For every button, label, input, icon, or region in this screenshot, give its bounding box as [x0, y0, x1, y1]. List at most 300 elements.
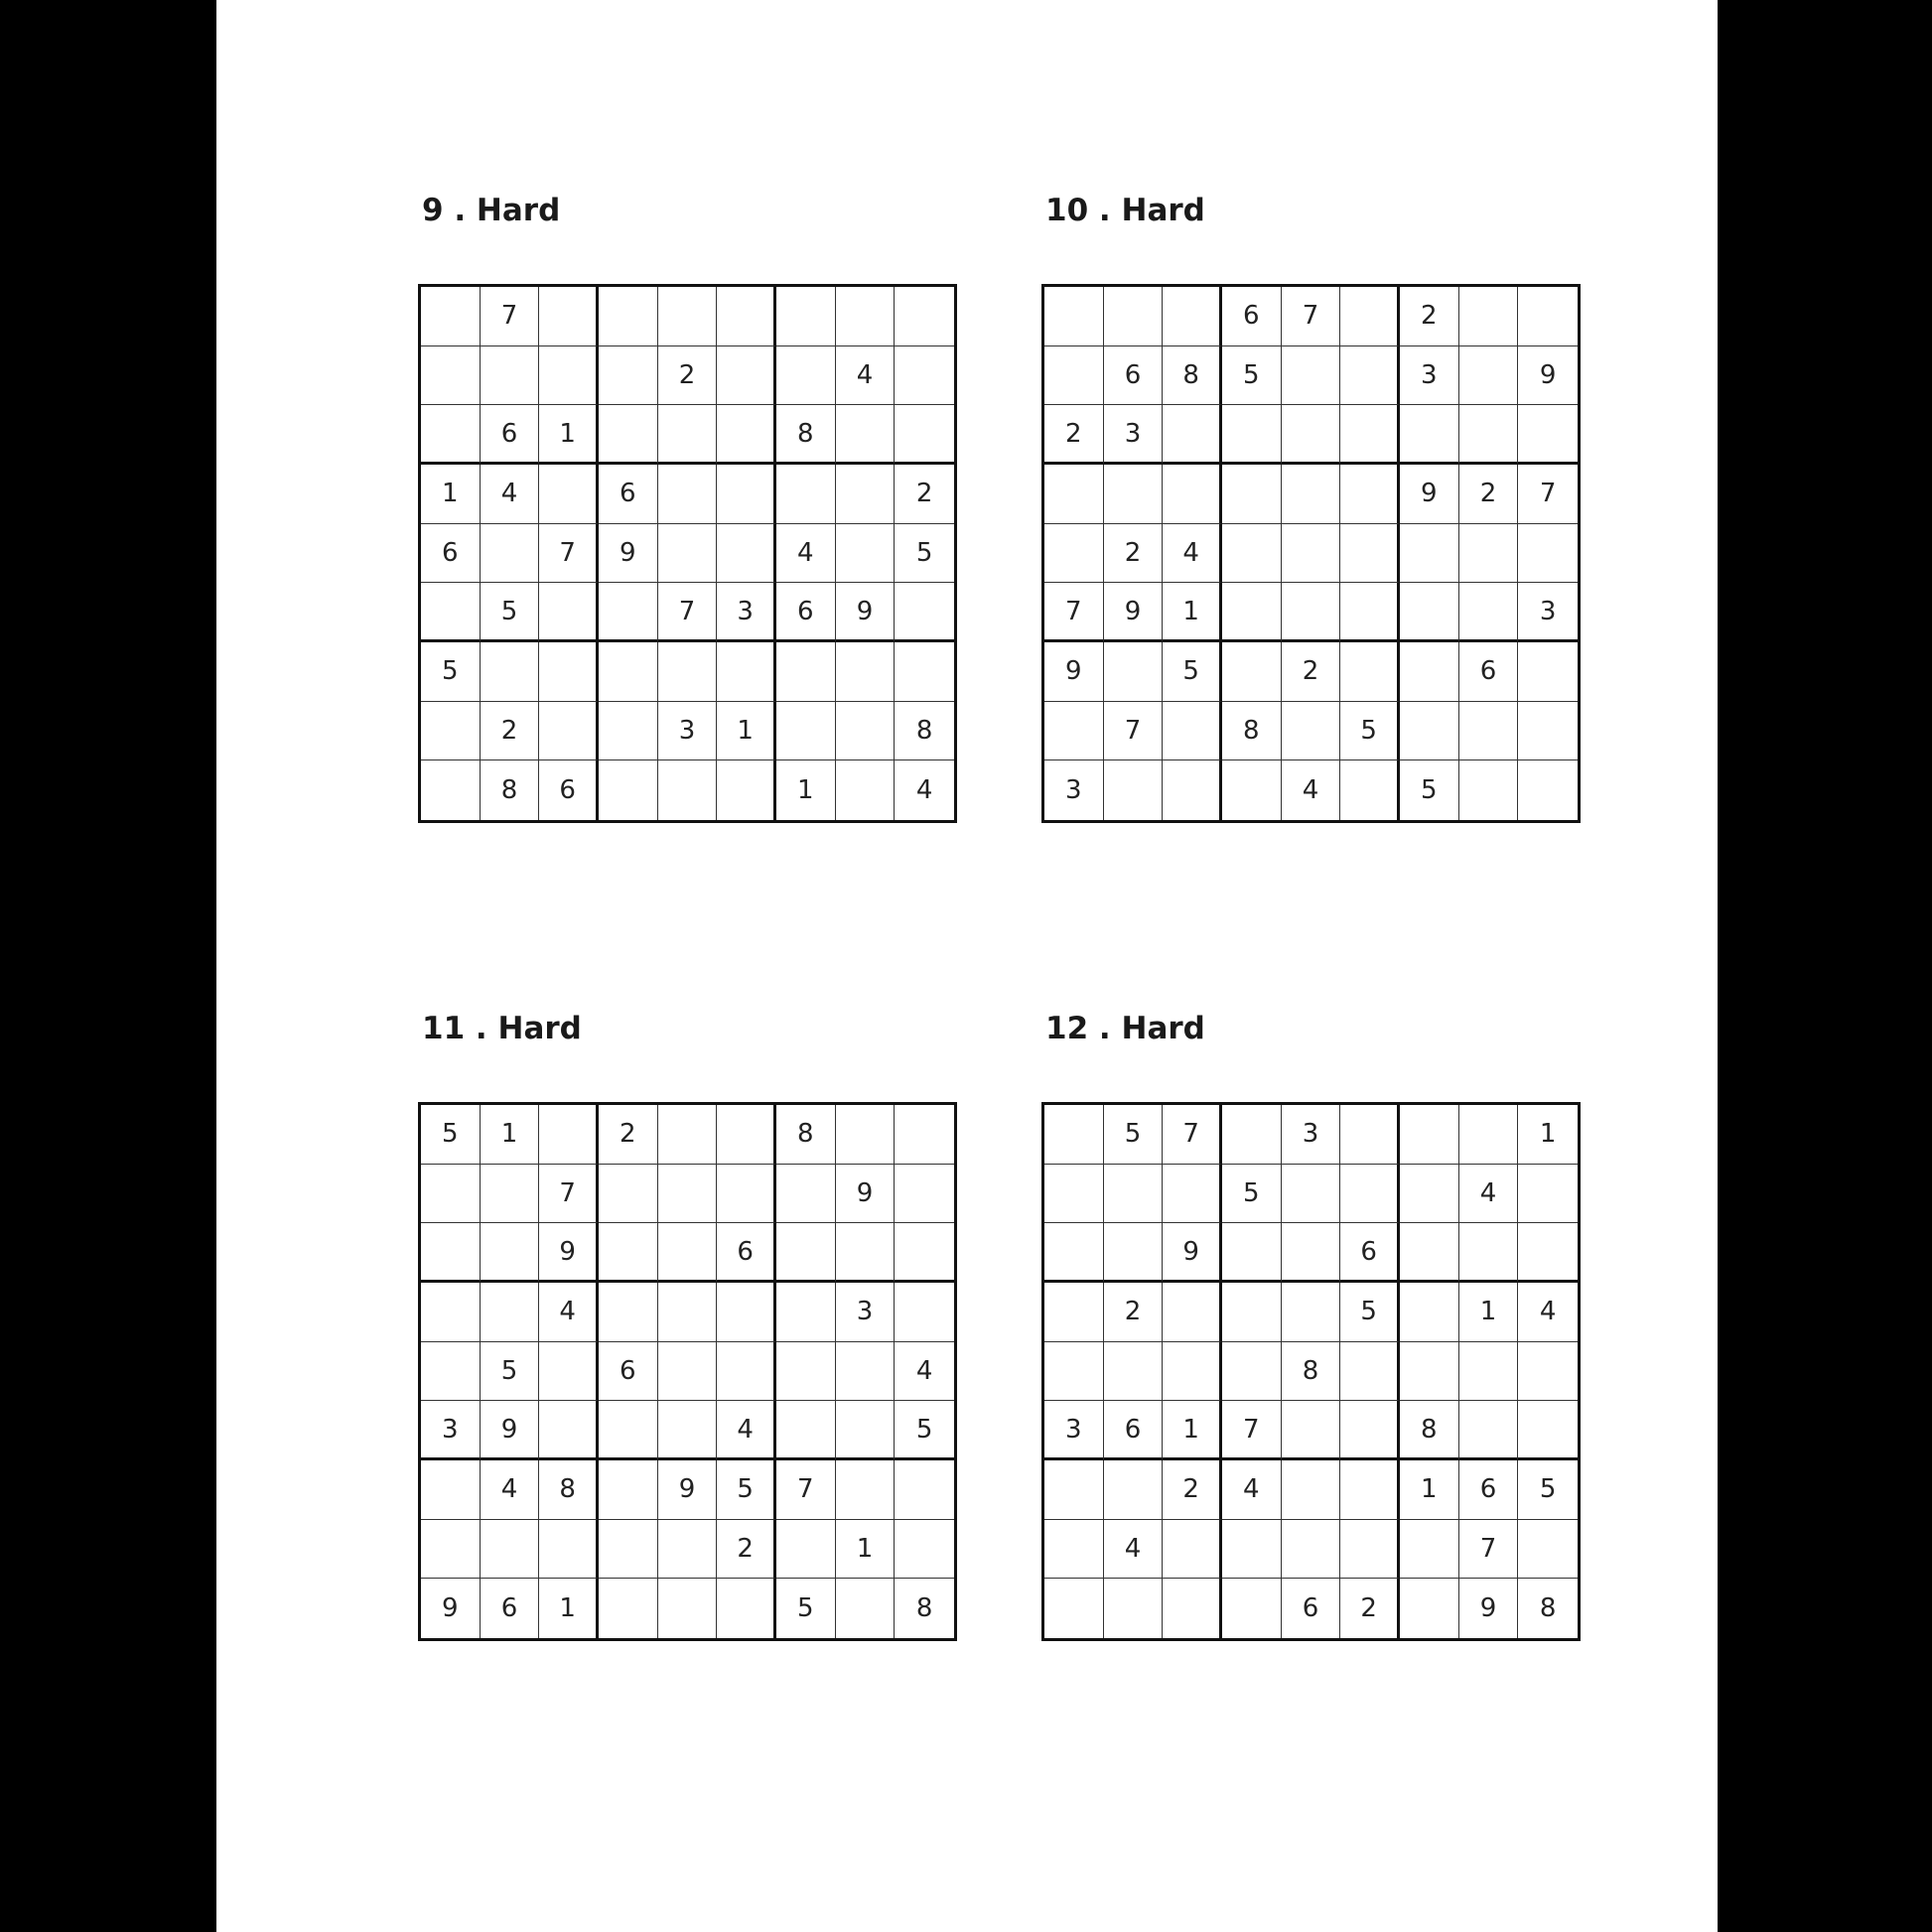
- sudoku-cell: [1282, 1283, 1341, 1342]
- sudoku-cell: 5: [1340, 1283, 1400, 1342]
- sudoku-cell: 2: [1104, 524, 1164, 584]
- sudoku-cell: [658, 1105, 718, 1165]
- sudoku-cell: 2: [1282, 642, 1341, 702]
- sudoku-cell: [1163, 1520, 1222, 1580]
- sudoku-cell: [1044, 1283, 1104, 1342]
- sudoku-cell: [1222, 524, 1282, 584]
- sudoku-cell: [1340, 465, 1400, 524]
- sudoku-cell: [1044, 1460, 1104, 1520]
- sudoku-cell: [1104, 1342, 1164, 1402]
- sudoku-cell: 1: [1163, 1401, 1222, 1460]
- sudoku-cell: 4: [1282, 760, 1341, 820]
- sudoku-cell: [599, 1223, 658, 1283]
- sudoku-cell: [599, 1283, 658, 1342]
- sudoku-cell: [836, 405, 896, 465]
- sudoku-cell: [1044, 1579, 1104, 1638]
- sudoku-cell: [1163, 760, 1222, 820]
- sudoku-cell: [539, 465, 599, 524]
- sudoku-cell: [539, 642, 599, 702]
- sudoku-cell: 1: [776, 760, 836, 820]
- sudoku-cell: [1340, 1342, 1400, 1402]
- sudoku-cell: [1400, 1283, 1459, 1342]
- sudoku-cell: 7: [1163, 1105, 1222, 1165]
- sudoku-cell: [1400, 1105, 1459, 1165]
- sudoku-cell: [481, 642, 540, 702]
- sudoku-cell: [1340, 405, 1400, 465]
- sudoku-cell: 3: [836, 1283, 896, 1342]
- sudoku-cell: 4: [1163, 524, 1222, 584]
- sudoku-cell: 1: [539, 405, 599, 465]
- sudoku-cell: [1104, 287, 1164, 346]
- sudoku-cell: [1044, 1342, 1104, 1402]
- sudoku-cell: [1400, 1165, 1459, 1224]
- sudoku-cell: 5: [481, 1342, 540, 1402]
- sudoku-cell: [836, 1223, 896, 1283]
- sudoku-cell: 7: [1222, 1401, 1282, 1460]
- sudoku-cell: 6: [1104, 1401, 1164, 1460]
- sudoku-cell: [1044, 702, 1104, 761]
- sudoku-cell: 1: [1163, 583, 1222, 642]
- sudoku-cell: [1459, 702, 1519, 761]
- puzzle-title: 11 . Hard: [422, 1011, 582, 1046]
- sudoku-cell: 1: [1400, 1460, 1459, 1520]
- sudoku-cell: [539, 1401, 599, 1460]
- sudoku-cell: [1222, 405, 1282, 465]
- sudoku-cell: [776, 465, 836, 524]
- sudoku-cell: 6: [481, 1579, 540, 1638]
- puzzle-title: 10 . Hard: [1045, 193, 1205, 228]
- sudoku-cell: 4: [481, 1460, 540, 1520]
- sudoku-cell: [836, 1342, 896, 1402]
- sudoku-cell: 7: [1282, 287, 1341, 346]
- sudoku-cell: 4: [895, 1342, 954, 1402]
- sudoku-cell: [895, 1105, 954, 1165]
- sudoku-cell: 5: [421, 1105, 481, 1165]
- sudoku-cell: 2: [1104, 1283, 1164, 1342]
- sudoku-cell: [1282, 1223, 1341, 1283]
- sudoku-cell: [1282, 465, 1341, 524]
- sudoku-cell: 8: [539, 1460, 599, 1520]
- sudoku-cell: [1163, 1579, 1222, 1638]
- sudoku-cell: [717, 760, 776, 820]
- sudoku-cell: 3: [658, 702, 718, 761]
- sudoku-cell: [776, 702, 836, 761]
- sudoku-cell: [658, 287, 718, 346]
- sudoku-cell: 4: [1104, 1520, 1164, 1580]
- sudoku-cell: 8: [1163, 346, 1222, 406]
- sudoku-cell: 4: [915, 775, 933, 806]
- sudoku-cell: [1459, 1401, 1519, 1460]
- sudoku-cell: 9: [1163, 1223, 1222, 1283]
- sudoku-cell: [1459, 524, 1519, 584]
- sudoku-cell: [836, 1401, 896, 1460]
- sudoku-cell: 5: [1163, 642, 1222, 702]
- sudoku-cell: [836, 702, 896, 761]
- sudoku-cell: [599, 287, 658, 346]
- sudoku-cell: [1459, 760, 1519, 820]
- sudoku-cell: [1104, 465, 1164, 524]
- sudoku-cell: [1518, 405, 1578, 465]
- sudoku-cell: [895, 1283, 954, 1342]
- sudoku-cell: [1400, 1223, 1459, 1283]
- sudoku-cell: [481, 1223, 540, 1283]
- sudoku-cell: 9: [481, 1401, 540, 1460]
- sudoku-cell: [481, 524, 540, 584]
- sudoku-cell: [539, 1342, 599, 1402]
- sudoku-cell: 1: [481, 1105, 540, 1165]
- sudoku-cell: [1222, 465, 1282, 524]
- sudoku-cell: [1044, 524, 1104, 584]
- sudoku-cell: 1: [539, 1579, 599, 1638]
- sudoku-cell: 8: [776, 405, 836, 465]
- sudoku-cell: [717, 287, 776, 346]
- sudoku-cell: 7: [1518, 465, 1578, 524]
- sudoku-page: [216, 0, 1718, 1932]
- sudoku-cell: 5: [1340, 702, 1400, 761]
- sudoku-cell: 2: [481, 702, 540, 761]
- sudoku-cell: [1459, 287, 1519, 346]
- sudoku-cell: [1104, 1579, 1164, 1638]
- sudoku-cell: 9: [1044, 642, 1104, 702]
- sudoku-cell: [1518, 524, 1578, 584]
- sudoku-cell: [1400, 583, 1459, 642]
- sudoku-cell: 7: [1104, 702, 1164, 761]
- sudoku-cell: [1282, 583, 1341, 642]
- sudoku-cell: 3: [1044, 1401, 1104, 1460]
- sudoku-cell: [895, 287, 954, 346]
- sudoku-cell: [1222, 1105, 1282, 1165]
- sudoku-cell: [421, 583, 481, 642]
- sudoku-grid: [418, 284, 957, 823]
- sudoku-cell: 7: [539, 524, 599, 584]
- sudoku-cell: 5: [1222, 346, 1282, 406]
- sudoku-cell: [421, 1223, 481, 1283]
- sudoku-cell: [539, 583, 599, 642]
- sudoku-cell: 3: [421, 1401, 481, 1460]
- sudoku-cell: 9: [1400, 465, 1459, 524]
- sudoku-cell: [776, 287, 836, 346]
- sudoku-cell: 8: [895, 702, 954, 761]
- sudoku-cell: [1459, 1342, 1519, 1402]
- sudoku-cell: [1282, 1401, 1341, 1460]
- sudoku-cell: [421, 346, 481, 406]
- sudoku-cell: [599, 1520, 658, 1580]
- sudoku-cell: [421, 760, 481, 820]
- sudoku-cell: [599, 642, 658, 702]
- sudoku-cell: 4: [836, 346, 896, 406]
- sudoku-cell: [421, 1165, 481, 1224]
- sudoku-cell: [895, 1223, 954, 1283]
- sudoku-cell: [539, 346, 599, 406]
- sudoku-cell: [895, 1460, 954, 1520]
- sudoku-cell: 7: [776, 1460, 836, 1520]
- sudoku-cell: [836, 1105, 896, 1165]
- sudoku-cell: [421, 1520, 481, 1580]
- puzzle-title: 9 . Hard: [422, 193, 561, 228]
- sudoku-cell: [895, 1165, 954, 1224]
- sudoku-cell: [1104, 642, 1164, 702]
- sudoku-cell: 6: [481, 405, 540, 465]
- sudoku-cell: [1163, 1283, 1222, 1342]
- sudoku-cell: 1: [717, 702, 776, 761]
- sudoku-cell: 6: [1459, 642, 1519, 702]
- sudoku-cell: [1163, 1165, 1222, 1224]
- sudoku-cell: 5: [776, 1579, 836, 1638]
- sudoku-cell: [1340, 287, 1400, 346]
- sudoku-cell: 9: [421, 1579, 481, 1638]
- sudoku-cell: 5: [421, 642, 481, 702]
- sudoku-cell: [599, 346, 658, 406]
- sudoku-cell: [599, 583, 658, 642]
- sudoku-cell: [717, 1342, 776, 1402]
- sudoku-cell: [599, 702, 658, 761]
- sudoku-cell: [421, 1283, 481, 1342]
- sudoku-cell: [481, 1520, 540, 1580]
- sudoku-cell: [481, 346, 540, 406]
- sudoku-cell: [717, 465, 776, 524]
- sudoku-cell: [1340, 1460, 1400, 1520]
- sudoku-cell: 1: [836, 1520, 896, 1580]
- sudoku-cell: 6: [1104, 346, 1164, 406]
- sudoku-cell: [1044, 1520, 1104, 1580]
- sudoku-cell: 7: [481, 287, 540, 346]
- sudoku-cell: 9: [836, 583, 896, 642]
- sudoku-cell: [1518, 1520, 1578, 1580]
- sudoku-cell: [717, 1579, 776, 1638]
- sudoku-cell: [599, 760, 658, 820]
- sudoku-cell: [1222, 583, 1282, 642]
- sudoku-cell: [1340, 642, 1400, 702]
- sudoku-cell: [836, 760, 896, 820]
- sudoku-cell: [1104, 1223, 1164, 1283]
- sudoku-cell: [1222, 1283, 1282, 1342]
- sudoku-cell: [1222, 1579, 1282, 1638]
- sudoku-cell: 6: [1340, 1223, 1400, 1283]
- sudoku-cell: [717, 1105, 776, 1165]
- sudoku-cell: 6: [599, 465, 658, 524]
- sudoku-cell: [776, 1283, 836, 1342]
- sudoku-cell: [1282, 524, 1341, 584]
- sudoku-cell: [599, 1165, 658, 1224]
- sudoku-cell: [1518, 1223, 1578, 1283]
- sudoku-cell: [717, 405, 776, 465]
- sudoku-cell: 1: [1518, 1105, 1578, 1165]
- sudoku-cell: [1282, 1520, 1341, 1580]
- sudoku-cell: [1282, 405, 1341, 465]
- puzzle-title: 12 . Hard: [1045, 1011, 1205, 1046]
- sudoku-cell: [481, 1283, 540, 1342]
- sudoku-cell: [1340, 1401, 1400, 1460]
- sudoku-cell: [836, 1460, 896, 1520]
- sudoku-cell: [717, 1165, 776, 1224]
- sudoku-cell: [1459, 1105, 1519, 1165]
- sudoku-cell: [776, 642, 836, 702]
- sudoku-cell: [1340, 1105, 1400, 1165]
- sudoku-cell: 2: [658, 346, 718, 406]
- sudoku-cell: [421, 287, 481, 346]
- sudoku-cell: [776, 1223, 836, 1283]
- sudoku-cell: [481, 1165, 540, 1224]
- sudoku-cell: [539, 1520, 599, 1580]
- sudoku-cell: 9: [658, 1460, 718, 1520]
- sudoku-cell: [836, 642, 896, 702]
- sudoku-cell: [539, 1105, 599, 1165]
- sudoku-cell: 7: [658, 583, 718, 642]
- sudoku-cell: [1518, 760, 1578, 820]
- sudoku-cell: 4: [717, 1401, 776, 1460]
- sudoku-cell: [1518, 1165, 1578, 1224]
- sudoku-cell: [1104, 1165, 1164, 1224]
- sudoku-cell: 7: [1044, 583, 1104, 642]
- sudoku-cell: 3: [1518, 583, 1578, 642]
- sudoku-cell: [1459, 1223, 1519, 1283]
- sudoku-cell: 9: [1104, 583, 1164, 642]
- sudoku-cell: 3: [717, 583, 776, 642]
- sudoku-cell: [1400, 524, 1459, 584]
- sudoku-cell: [658, 1579, 718, 1638]
- sudoku-cell: [1163, 702, 1222, 761]
- sudoku-grid: [1041, 1102, 1581, 1641]
- sudoku-cell: 6: [421, 524, 481, 584]
- sudoku-cell: [895, 642, 954, 702]
- sudoku-cell: [1222, 1223, 1282, 1283]
- sudoku-cell: [1163, 287, 1222, 346]
- sudoku-cell: [1518, 702, 1578, 761]
- sudoku-cell: [599, 1460, 658, 1520]
- sudoku-cell: [1282, 346, 1341, 406]
- sudoku-cell: [1222, 1342, 1282, 1402]
- sudoku-cell: [776, 1165, 836, 1224]
- sudoku-cell: [895, 405, 954, 465]
- sudoku-cell: 9: [1518, 346, 1578, 406]
- sudoku-cell: [658, 642, 718, 702]
- sudoku-cell: [658, 1342, 718, 1402]
- sudoku-cell: [658, 1401, 718, 1460]
- sudoku-cell: 8: [1282, 1342, 1341, 1402]
- sudoku-cell: [1518, 287, 1578, 346]
- sudoku-cell: [836, 465, 896, 524]
- sudoku-cell: 8: [481, 760, 540, 820]
- sudoku-cell: [1222, 760, 1282, 820]
- sudoku-cell: [421, 1342, 481, 1402]
- sudoku-cell: 5: [481, 583, 540, 642]
- sudoku-cell: [421, 702, 481, 761]
- sudoku-cell: [658, 1223, 718, 1283]
- sudoku-cell: 2: [1459, 465, 1519, 524]
- sudoku-cell: 5: [1518, 1460, 1578, 1520]
- sudoku-cell: [658, 465, 718, 524]
- sudoku-cell: [776, 1342, 836, 1402]
- sudoku-cell: [658, 405, 718, 465]
- sudoku-cell: 8: [1400, 1401, 1459, 1460]
- sudoku-cell: [658, 1283, 718, 1342]
- sudoku-cell: 2: [1044, 405, 1104, 465]
- sudoku-cell: 1: [1459, 1283, 1519, 1342]
- sudoku-cell: [1400, 1342, 1459, 1402]
- sudoku-cell: 8: [1222, 702, 1282, 761]
- sudoku-cell: [1459, 346, 1519, 406]
- sudoku-cell: 5: [1104, 1105, 1164, 1165]
- sudoku-cell: [836, 287, 896, 346]
- sudoku-cell: 4: [481, 465, 540, 524]
- sudoku-cell: 7: [539, 1165, 599, 1224]
- sudoku-cell: [776, 1401, 836, 1460]
- sudoku-cell: 5: [895, 1401, 954, 1460]
- sudoku-cell: 6: [1222, 287, 1282, 346]
- sudoku-cell: [1340, 1520, 1400, 1580]
- sudoku-cell: [836, 1579, 896, 1638]
- sudoku-cell: 4: [776, 524, 836, 584]
- sudoku-cell: [1044, 1105, 1104, 1165]
- sudoku-cell: [1340, 1165, 1400, 1224]
- sudoku-cell: [1163, 1342, 1222, 1402]
- sudoku-cell: [658, 760, 718, 820]
- sudoku-cell: [1400, 1520, 1459, 1580]
- sudoku-cell: [895, 583, 954, 642]
- sudoku-cell: 2: [1400, 287, 1459, 346]
- sudoku-cell: [1104, 1460, 1164, 1520]
- sudoku-cell: 6: [599, 1342, 658, 1402]
- sudoku-grid: [418, 1102, 957, 1641]
- sudoku-cell: [1104, 760, 1164, 820]
- sudoku-cell: [1340, 583, 1400, 642]
- sudoku-cell: 2: [895, 465, 954, 524]
- sudoku-cell: 6: [1282, 1579, 1341, 1638]
- sudoku-cell: 6: [717, 1223, 776, 1283]
- sudoku-cell: 5: [1222, 1165, 1282, 1224]
- sudoku-cell: 6: [776, 583, 836, 642]
- sudoku-cell: [599, 1401, 658, 1460]
- sudoku-cell: 2: [717, 1520, 776, 1580]
- sudoku-cell: [658, 1165, 718, 1224]
- sudoku-cell: 3: [1400, 346, 1459, 406]
- sudoku-cell: 8: [915, 1593, 933, 1624]
- sudoku-cell: 9: [539, 1223, 599, 1283]
- sudoku-cell: [1163, 405, 1222, 465]
- sudoku-cell: [1400, 702, 1459, 761]
- sudoku-cell: [1044, 465, 1104, 524]
- sudoku-cell: [1518, 1401, 1578, 1460]
- sudoku-cell: [1282, 702, 1341, 761]
- sudoku-cell: 5: [717, 1460, 776, 1520]
- sudoku-cell: [1044, 346, 1104, 406]
- sudoku-cell: 9: [1459, 1579, 1519, 1638]
- sudoku-cell: 3: [1044, 760, 1104, 820]
- sudoku-cell: [539, 287, 599, 346]
- sudoku-grid: [1041, 284, 1581, 823]
- sudoku-cell: [836, 524, 896, 584]
- sudoku-cell: [1282, 1460, 1341, 1520]
- sudoku-cell: 8: [1539, 1593, 1557, 1624]
- sudoku-cell: 4: [539, 1283, 599, 1342]
- sudoku-cell: [1400, 1579, 1459, 1638]
- sudoku-cell: 8: [776, 1105, 836, 1165]
- sudoku-cell: [1044, 287, 1104, 346]
- sudoku-cell: 2: [1340, 1579, 1400, 1638]
- sudoku-cell: 6: [539, 760, 599, 820]
- sudoku-cell: [717, 642, 776, 702]
- sudoku-cell: 9: [836, 1165, 896, 1224]
- sudoku-cell: [1340, 524, 1400, 584]
- sudoku-cell: [1340, 760, 1400, 820]
- sudoku-cell: [895, 346, 954, 406]
- sudoku-cell: 5: [1400, 760, 1459, 820]
- sudoku-cell: 5: [895, 524, 954, 584]
- sudoku-cell: [1044, 1223, 1104, 1283]
- sudoku-cell: [1459, 583, 1519, 642]
- sudoku-cell: [1518, 1342, 1578, 1402]
- sudoku-cell: [1459, 405, 1519, 465]
